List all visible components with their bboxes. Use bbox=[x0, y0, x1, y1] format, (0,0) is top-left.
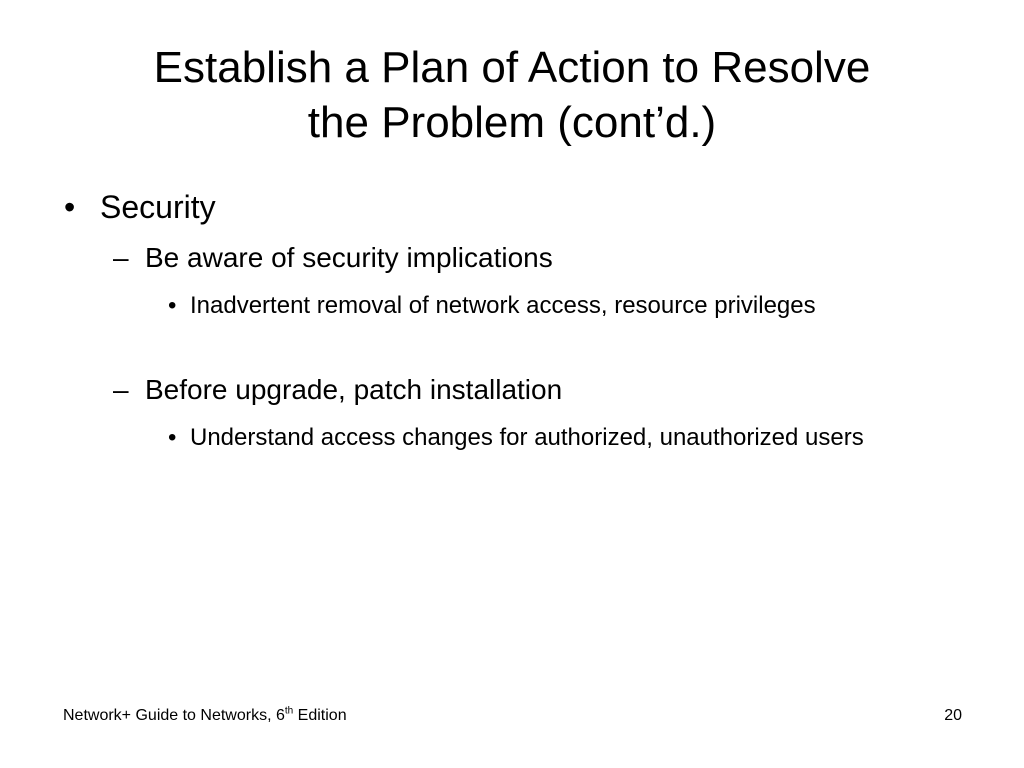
bullet-text: Security bbox=[100, 189, 216, 225]
slide-title-line-1: Establish a Plan of Action to Resolve bbox=[153, 43, 871, 92]
sub-sub-bullet-marker: • bbox=[168, 292, 177, 319]
sub-sub-bullet-marker: • bbox=[168, 424, 177, 451]
slide-title bbox=[60, 40, 964, 150]
footer-source-suffix: Edition bbox=[293, 707, 347, 724]
sub-bullet-text: Be aware of security implications bbox=[145, 242, 553, 273]
sub-sub-bullet-text: Understand access changes for authorized, unauthorized users bbox=[190, 424, 864, 451]
sub-bullet-marker: – bbox=[113, 374, 129, 405]
sub-bullet-text: Before upgrade, patch installation bbox=[145, 374, 563, 405]
footer-source-superscript: th bbox=[284, 705, 294, 717]
slide-title-line-2: the Problem (cont’d.) bbox=[307, 98, 717, 147]
bullet-marker: • bbox=[64, 189, 76, 225]
sub-bullet-marker: – bbox=[113, 242, 129, 273]
footer-source bbox=[63, 706, 347, 726]
sub-sub-bullet-text: Inadvertent removal of network access, resource privileges bbox=[190, 292, 816, 319]
footer-source-prefix: Network+ Guide to Networks, 6 bbox=[63, 707, 285, 724]
page-number: 20 bbox=[944, 707, 962, 724]
